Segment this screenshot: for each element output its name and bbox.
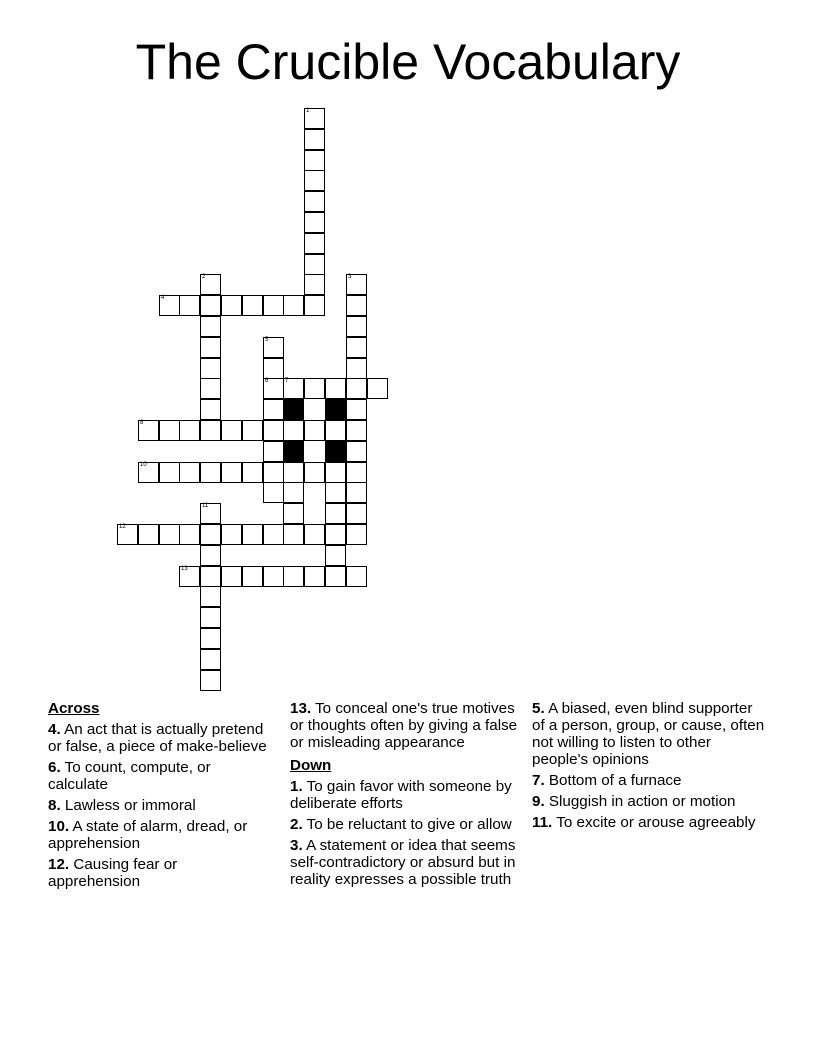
grid-cell[interactable] [200, 337, 221, 358]
clues-column-1 [48, 700, 273, 894]
grid-cell[interactable] [304, 170, 325, 191]
clue-number: 6. [48, 759, 61, 776]
grid-cell[interactable] [283, 420, 304, 441]
grid-cell[interactable] [283, 462, 304, 483]
grid-cell[interactable] [263, 482, 284, 503]
across-header: Across [48, 700, 100, 717]
grid-cell[interactable] [325, 545, 346, 566]
grid-cell[interactable] [200, 566, 221, 587]
grid-cell[interactable] [346, 503, 367, 524]
grid-cell[interactable] [200, 503, 221, 524]
grid-cell[interactable] [283, 295, 304, 316]
clue-number: 3. [290, 837, 303, 854]
grid-cell[interactable] [304, 129, 325, 150]
grid-cell[interactable] [304, 150, 325, 171]
grid-cell[interactable] [346, 358, 367, 379]
grid-cell[interactable] [200, 378, 221, 399]
grid-cell[interactable] [242, 295, 263, 316]
grid-cell[interactable] [221, 524, 242, 545]
grid-cell[interactable] [346, 524, 367, 545]
grid-cell[interactable] [221, 566, 242, 587]
grid-cell[interactable] [346, 378, 367, 399]
grid-cell[interactable] [179, 566, 200, 587]
grid-cell[interactable] [346, 274, 367, 295]
clue-number-label: 5 [265, 337, 269, 343]
grid-cell[interactable] [346, 295, 367, 316]
grid-block-cell [283, 399, 304, 420]
clue-text: To be reluctant to give or allow [306, 816, 512, 833]
grid-cell[interactable] [283, 524, 304, 545]
grid-cell[interactable] [263, 441, 284, 462]
clue-text: To conceal one's true motives or thoughts often by giving a false or misleading appearance [290, 700, 518, 751]
grid-cell[interactable] [346, 566, 367, 587]
grid-cell[interactable] [367, 378, 388, 399]
clue-item [290, 816, 522, 833]
grid-cell[interactable] [263, 420, 284, 441]
clue-item [532, 700, 767, 768]
grid-cell[interactable] [304, 378, 325, 399]
grid-cell[interactable] [263, 337, 284, 358]
grid-cell[interactable] [325, 462, 346, 483]
clue-text: Lawless or immoral [64, 797, 196, 814]
grid-cell[interactable] [200, 462, 221, 483]
grid-cell[interactable] [263, 462, 284, 483]
grid-cell[interactable] [117, 524, 138, 545]
clue-number-label: 12 [119, 524, 126, 530]
grid-cell[interactable] [263, 399, 284, 420]
grid-cell[interactable] [325, 566, 346, 587]
clue-item [290, 837, 522, 888]
grid-cell[interactable] [304, 212, 325, 233]
clue-number-label: 2 [202, 274, 206, 280]
grid-cell[interactable] [346, 482, 367, 503]
grid-cell[interactable] [325, 503, 346, 524]
grid-cell[interactable] [263, 524, 284, 545]
clue-item [290, 778, 522, 812]
grid-cell[interactable] [200, 607, 221, 628]
grid-cell[interactable] [346, 337, 367, 358]
clue-item [290, 700, 522, 751]
grid-cell[interactable] [263, 358, 284, 379]
grid-cell[interactable] [263, 566, 284, 587]
clue-number-label: 6 [265, 378, 269, 384]
clue-item [48, 721, 273, 755]
grid-cell[interactable] [200, 670, 221, 691]
grid-cell[interactable] [304, 233, 325, 254]
grid-cell[interactable] [179, 524, 200, 545]
grid-cell[interactable] [242, 566, 263, 587]
down-header: Down [290, 757, 332, 774]
grid-cell[interactable] [325, 420, 346, 441]
clue-number: 5. [532, 700, 545, 717]
grid-cell[interactable] [325, 378, 346, 399]
grid-cell[interactable] [242, 524, 263, 545]
grid-block-cell [325, 441, 346, 462]
clue-item [48, 856, 273, 890]
grid-cell[interactable] [159, 420, 180, 441]
clue-number-label: 11 [202, 503, 209, 509]
clue-text: To count, compute, or calculate [48, 759, 211, 793]
grid-cell[interactable] [304, 254, 325, 275]
clue-number: 11. [532, 814, 553, 831]
clue-number-label: 4 [161, 295, 165, 301]
grid-cell[interactable] [159, 524, 180, 545]
clue-item [48, 759, 273, 793]
page-title: The Crucible Vocabulary [135, 34, 681, 90]
clue-number: 2. [290, 816, 303, 833]
clue-number: 9. [532, 793, 545, 810]
grid-cell[interactable] [159, 462, 180, 483]
clue-text: To excite or arouse agreeably [556, 814, 756, 831]
clue-number: 8. [48, 797, 61, 814]
clue-number-label: 8 [140, 420, 144, 426]
grid-cell[interactable] [221, 295, 242, 316]
grid-cell[interactable] [221, 420, 242, 441]
clue-number-label: 13 [181, 566, 188, 572]
grid-cell[interactable] [283, 566, 304, 587]
grid-cell[interactable] [304, 524, 325, 545]
clue-number-label: 3 [348, 274, 352, 280]
clue-text: To gain favor with someone by deliberate efforts [290, 778, 512, 812]
grid-cell[interactable] [200, 399, 221, 420]
grid-cell[interactable] [200, 524, 221, 545]
grid-block-cell [325, 399, 346, 420]
grid-cell[interactable] [283, 378, 304, 399]
grid-cell[interactable] [304, 295, 325, 316]
clue-text: Bottom of a furnace [548, 772, 682, 789]
grid-cell[interactable] [242, 462, 263, 483]
clue-number: 12. [48, 856, 70, 873]
clue-item [532, 793, 767, 810]
clue-number-label: 1 [306, 108, 310, 114]
grid-cell[interactable] [179, 295, 200, 316]
grid-cell[interactable] [138, 420, 159, 441]
grid-cell[interactable] [179, 420, 200, 441]
grid-cell[interactable] [283, 503, 304, 524]
grid-cell[interactable] [346, 441, 367, 462]
grid-cell[interactable] [346, 316, 367, 337]
grid-cell[interactable] [200, 295, 221, 316]
grid-cell[interactable] [304, 108, 325, 129]
clue-item [48, 797, 273, 814]
clue-text: A statement or idea that seems self-contradictory or absurd but in reality expresses a possible truth [290, 837, 516, 888]
grid-cell[interactable] [138, 462, 159, 483]
grid-cell[interactable] [304, 191, 325, 212]
grid-block-cell [283, 441, 304, 462]
clue-text: A biased, even blind supporter of a person, group, or cause, often not willing to listen to other people's opinions [532, 700, 765, 768]
grid-cell[interactable] [200, 545, 221, 566]
clue-item [532, 772, 767, 789]
grid-cell[interactable] [346, 420, 367, 441]
clue-text: Sluggish in action or motion [548, 793, 736, 810]
grid-cell[interactable] [200, 274, 221, 295]
clue-number: 10. [48, 818, 70, 835]
grid-cell[interactable] [159, 295, 180, 316]
clue-number: 13. [290, 700, 312, 717]
grid-cell[interactable] [200, 586, 221, 607]
grid-cell[interactable] [325, 524, 346, 545]
clue-number-label: 10 [140, 462, 147, 468]
clue-text: An act that is actually pretend or false, a piece of make-believe [48, 721, 267, 755]
clue-number: 4. [48, 721, 61, 738]
grid-cell[interactable] [304, 566, 325, 587]
grid-cell[interactable] [179, 462, 200, 483]
clues-column-3 [532, 700, 767, 835]
clue-number-label: 7 [285, 378, 289, 384]
clue-number: 1. [290, 778, 303, 795]
grid-cell[interactable] [200, 316, 221, 337]
clue-item [532, 814, 767, 831]
grid-cell[interactable] [325, 482, 346, 503]
clue-item [48, 818, 273, 852]
grid-cell[interactable] [200, 649, 221, 670]
clue-text: Causing fear or apprehension [48, 856, 178, 890]
grid-cell[interactable] [200, 628, 221, 649]
grid-cell[interactable] [304, 274, 325, 295]
grid-cell[interactable] [304, 420, 325, 441]
grid-cell[interactable] [346, 399, 367, 420]
clues-column-2 [290, 700, 522, 892]
grid-cell[interactable] [200, 358, 221, 379]
grid-cell[interactable] [263, 378, 284, 399]
grid-cell[interactable] [242, 420, 263, 441]
grid-cell[interactable] [200, 420, 221, 441]
clue-number: 7. [532, 772, 545, 789]
grid-cell[interactable] [138, 524, 159, 545]
grid-cell[interactable] [263, 295, 284, 316]
grid-cell[interactable] [283, 482, 304, 503]
grid-cell[interactable] [346, 462, 367, 483]
clue-text: A state of alarm, dread, or apprehension [48, 818, 248, 852]
grid-cell[interactable] [304, 462, 325, 483]
grid-cell[interactable] [221, 462, 242, 483]
